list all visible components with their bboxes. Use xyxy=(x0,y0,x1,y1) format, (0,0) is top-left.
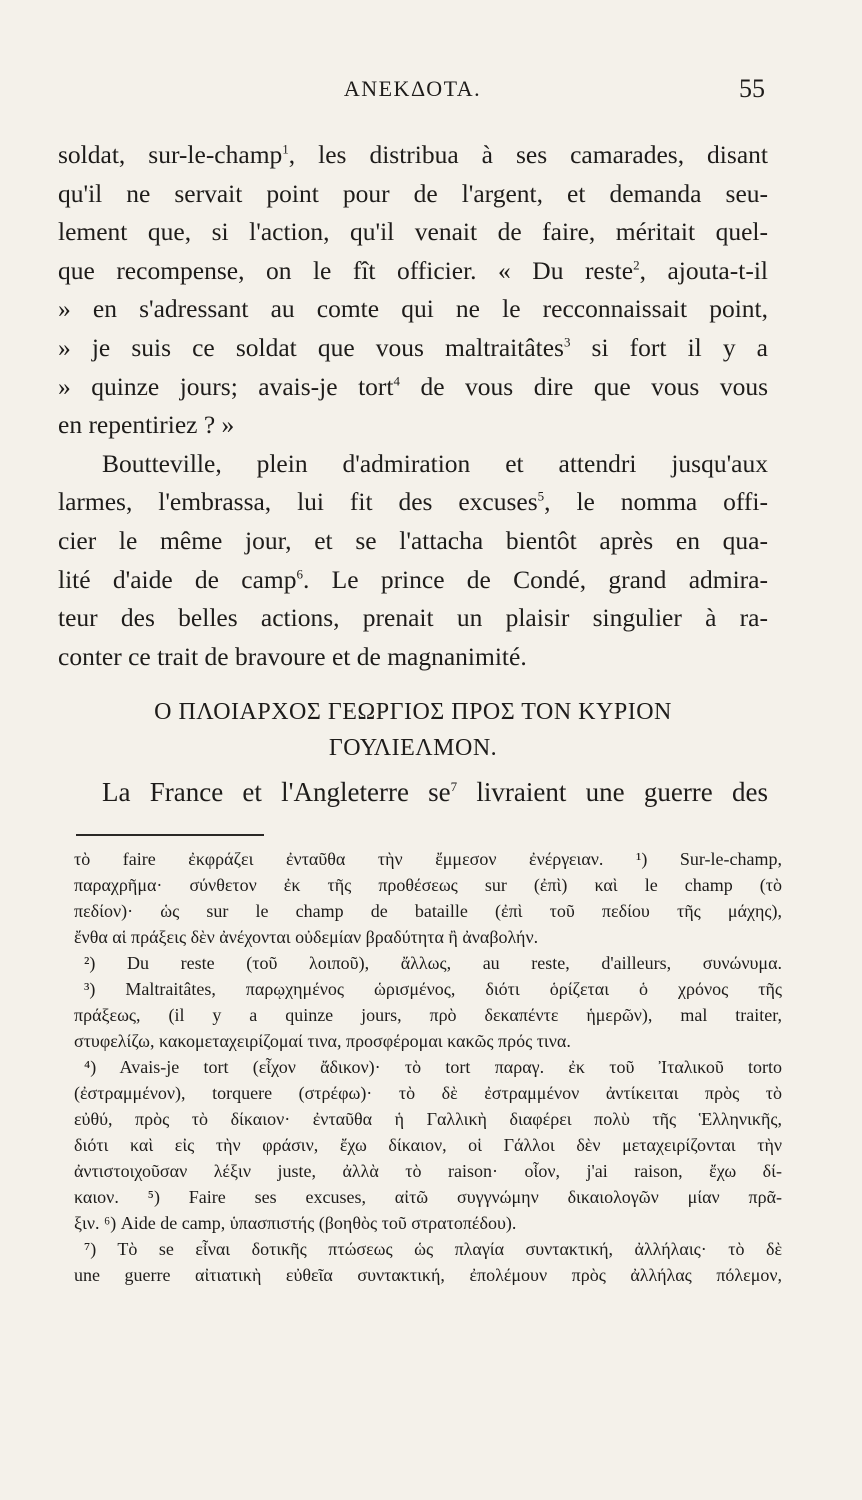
footnote-line: (ἐστραμμένον), torquere (στρέφω)· τὸ δὲ ἐστραμμένον ἀντίκειται πρὸς τὸ xyxy=(74,1083,782,1103)
footnote-line: στυφελίζω, κακομεταχειρίζομαί τινα, προσφέρομαι κακῶς πρός τινα. xyxy=(74,1031,571,1051)
text-line: teur des belles actions, prenait un plaisir singulier à ra- xyxy=(58,603,768,633)
section-first-line xyxy=(58,774,768,810)
text-line: lité d'aide de camp$^6$. Le prince de Condé, grand admira- xyxy=(58,564,768,594)
section-title xyxy=(58,694,768,766)
footnote-line: εὐθύ, πρὸς τὸ δίκαιον· ἐνταῦθα ἡ Γαλλικὴ διαφέρει πολὺ τῆς Ἑλληνικῆς, xyxy=(74,1109,782,1129)
section-title-line: Ο ΠΛΟΙΑΡΧΟΣ ΓΕΩΡΓΙΟΣ ΠΡΟΣ ΤΟΝ ΚΥΡΙΟΝ xyxy=(154,699,672,725)
footnote-line: ²) Du reste (τοῦ λοιποῦ), ἄλλως, au reste, d'ailleurs, συνώνυμα. xyxy=(84,953,782,973)
footnote-line: τὸ faire ἐκφράζει ἐνταῦθα τὴν ἔμμεσον ἐνέργειαν. ¹) Sur-le-champ, xyxy=(74,849,782,869)
text-line: cier le même jour, et se l'attacha bientôt après en qua- xyxy=(58,525,768,555)
text-line: » je suis ce soldat que vous maltraitâtes$^3$ si fort il y a xyxy=(58,332,768,362)
footnote-mark: 6 xyxy=(296,566,303,582)
text-line: soldat, sur-le-champ$^1$, les distribua à ses camarades, disant xyxy=(58,140,768,169)
text-line: Boutteville, plein d'admiration et attendri jusqu'aux xyxy=(102,448,768,478)
text-line: La France et l'Angleterre $se^7$ livraient une guerre des xyxy=(102,777,769,807)
footnote-line: ἔνθα αἱ πράξεις δὲν ἀνέχονται οὐδεμίαν βραδύτητα ἢ ἀναβολήν. xyxy=(74,927,539,947)
footnote-line: une guerre αἰτιατικὴ εὐθεῖα συντακτική, ἐπολέμουν πρὸς ἀλλήλας πόλεμον, xyxy=(74,1265,782,1285)
text-line: » en s'adressant au comte qui ne le recconnaissait point, xyxy=(58,294,768,324)
footnote-line: διότι καὶ εἰς τὴν φράσιν, ἔχω δίκαιον, οἱ Γάλλοι δὲν μεταχειρίζονται τὴν xyxy=(74,1135,782,1155)
footnote-mark: 3 xyxy=(563,334,571,350)
footnote-line: πράξεως, (il y a quinze jours, πρὸ δεκαπέντε ἡμερῶν), mal traiter, xyxy=(74,1005,782,1025)
footnotes xyxy=(74,846,782,1288)
footnote-line: ξιν. ⁶) Aide de camp, ὑπασπιστής (βοηθὸς τοῦ στρατοπέδου). xyxy=(74,1213,517,1233)
main-text xyxy=(58,136,768,676)
footnote-line: καιον. ⁵) Faire ses excuses, αἰτῶ συγγνώμην δικαιολογῶν μίαν πρᾶ- xyxy=(74,1187,782,1207)
footnote-line: ἀντιστοιχοῦσαν λέξιν juste, ἀλλὰ τὸ raison· οἷον, j'ai raison, ἔχω δί- xyxy=(74,1161,782,1181)
page-header xyxy=(60,70,765,110)
text-line: conter ce trait de bravoure et de magnanimité. xyxy=(58,641,527,671)
footnote-mark: 4 xyxy=(393,373,400,389)
text-line: en repentiriez ? » xyxy=(58,410,235,440)
text-line: que recompense, on le fît officier. « Du reste$^2$, ajouta-t-il xyxy=(58,255,768,285)
footnote-line: ⁴) Avais-je tort (εἶχον ἄδικον)· τὸ tort παραγ. ἐκ τοῦ Ἰταλικοῦ torto xyxy=(84,1057,782,1077)
footnote-mark: 7 xyxy=(450,779,458,794)
page-number: 55 xyxy=(739,74,765,103)
footnote-mark: 2 xyxy=(633,257,640,273)
text-line: qu'il ne servait point pour de l'argent, et demanda seu- xyxy=(58,178,768,208)
footnote-line: παραχρῆμα· σύνθετον ἐκ τῆς προθέσεως sur (ἐπὶ) καὶ le champ (τὸ xyxy=(74,875,782,895)
text-line: » quinze jours; avais-je tort$^4$ de vous dire que vous vous xyxy=(58,371,768,401)
footnote-rule xyxy=(76,834,264,836)
footnote-line: ⁷) Τὸ se εἶναι δοτικῆς πτώσεως ὡς πλαγία συντακτική, ἀλλήλαις· τὸ δὲ xyxy=(84,1239,782,1259)
text-line: larmes, l'embrassa, lui fit des excuses$^5$, le nomma offi- xyxy=(58,487,768,517)
footnote-mark: 5 xyxy=(537,488,545,504)
section-title-line: ΓΟΥΛΙΕΛΜΟΝ. xyxy=(328,735,498,761)
footnote-line: πεδίον)· ὡς sur le champ de bataille (ἐπὶ τοῦ πεδίου τῆς μάχης), xyxy=(74,901,782,921)
footnote-line: ³) Maltraitâtes, παρῳχημένος ὡρισμένος, διότι ὁρίζεται ὁ χρόνος τῆς xyxy=(84,979,782,999)
footnote-mark: 1 xyxy=(282,141,289,157)
text-line: lement que, si l'action, qu'il venait de faire, méritait quel- xyxy=(58,217,768,247)
running-head: ΑΝΕΚΔΟΤΑ. xyxy=(343,76,482,101)
